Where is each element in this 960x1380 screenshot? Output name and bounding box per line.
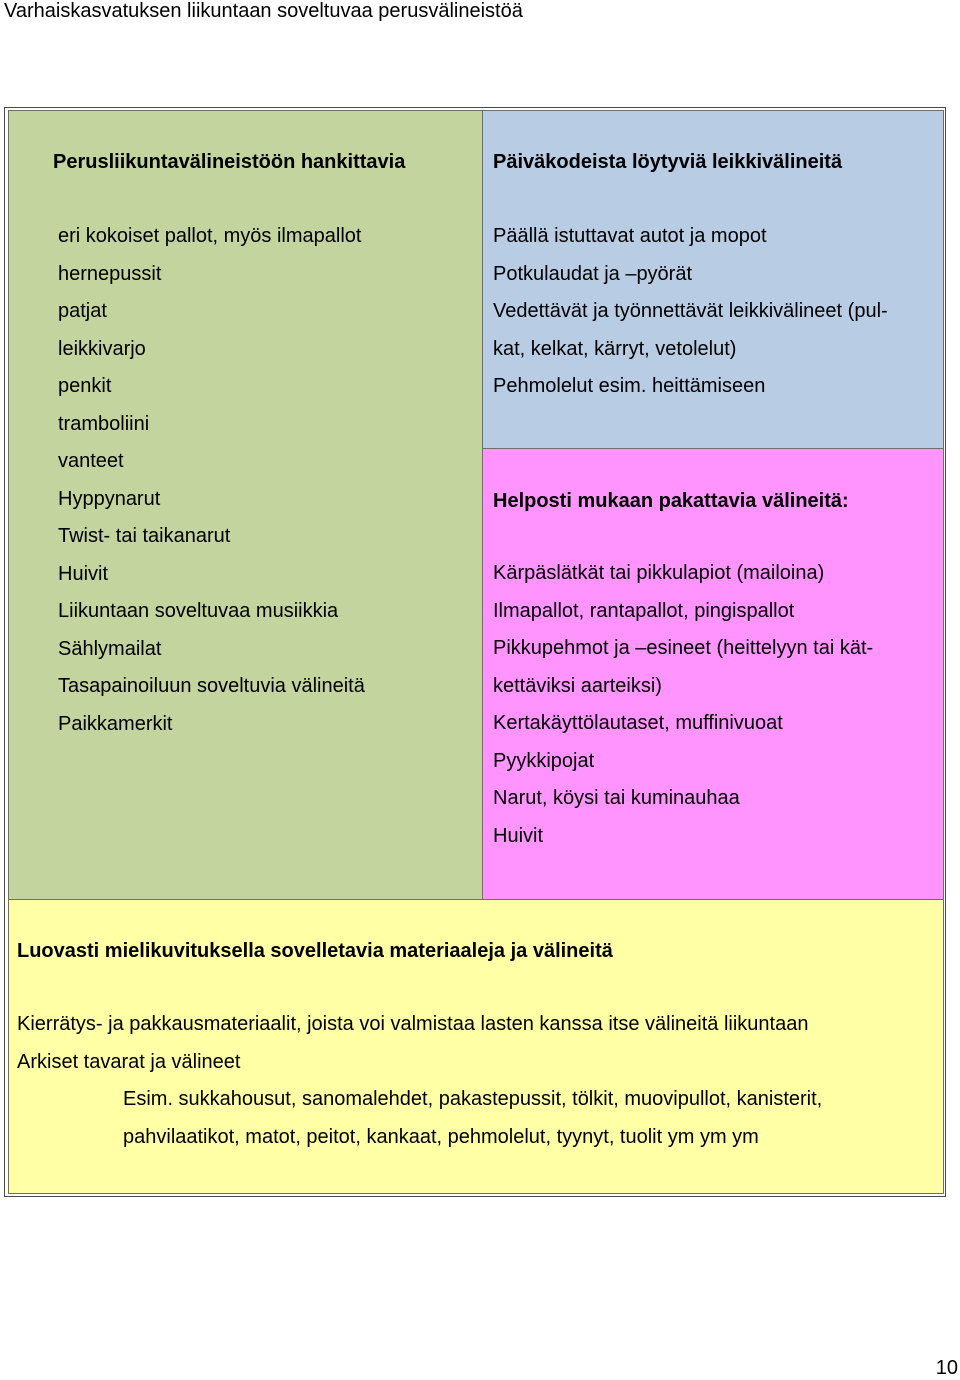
- list-item: leikkivarjo: [58, 337, 146, 360]
- list-item: Päällä istuttavat autot ja mopot: [493, 225, 767, 247]
- list-item: penkit: [58, 375, 112, 397]
- list-item: tramboliini: [58, 412, 150, 435]
- basic-equipment-heading: Perusliikuntavälineistöön hankittavia: [53, 151, 406, 173]
- daycare-toys-heading: Päiväkodeista löytyviä leikkivälineitä: [493, 151, 843, 173]
- list-item: Huivit: [58, 562, 109, 585]
- list-item: Tasapainoiluun soveltuvia välineitä: [58, 675, 365, 697]
- list-item: eri kokoiset pallot, myös ilmapallot: [58, 225, 362, 247]
- creative-materials-heading: Luovasti mielikuvituksella sovelletavia materiaaleja ja välineitä: [17, 940, 613, 962]
- list-item: Hyppynarut: [58, 487, 161, 510]
- list-item: patjat: [58, 300, 107, 322]
- list-item: hernepussit: [58, 262, 162, 285]
- portable-equipment-heading: Helposti mukaan pakattavia välineitä:: [493, 490, 849, 512]
- list-item: Kärpäslätkät tai pikkulapiot (mailoina): [493, 562, 825, 584]
- list-item: Twist- tai taikanarut: [58, 525, 231, 547]
- list-item: Liikuntaan soveltuvaa musiikkia: [58, 600, 339, 622]
- list-item: Pyykkipojat: [493, 749, 595, 772]
- creative-materials-list: [17, 1006, 808, 1081]
- list-item: Huivit: [493, 824, 544, 847]
- list-item: Kertakäyttölautaset, muffinivuoat: [493, 712, 783, 734]
- page-title: Varhaiskasvatuksen liikuntaan soveltuvaa perusvälineistöä: [4, 0, 523, 22]
- list-item: Paikkamerkit: [58, 712, 173, 735]
- list-item: Ilmapallot, rantapallot, pingispallot: [493, 599, 795, 622]
- list-item: kettäviksi aarteiksi): [493, 674, 662, 697]
- list-item: Potkulaudat ja –pyörät: [493, 262, 693, 285]
- examples-list: [123, 1081, 822, 1156]
- list-item: Pehmolelut esim. heittämiseen: [493, 375, 766, 397]
- list-item: Pikkupehmot ja –esineet (heittelyyn tai kät-: [493, 637, 874, 659]
- list-item: Arkiset tavarat ja välineet: [17, 1050, 241, 1073]
- example-line: Esim. sukkahousut, sanomalehdet, pakastepussit, tölkit, muovipullot, kanisterit,: [123, 1088, 823, 1110]
- list-item: Narut, köysi tai kuminauhaa: [493, 787, 740, 809]
- list-item: kat, kelkat, kärryt, vetolelut): [493, 337, 737, 360]
- list-item: vanteet: [58, 450, 124, 472]
- example-line: pahvilaatikot, matot, peitot, kankaat, pehmolelut, tyynyt, tuolit ym ym ym: [123, 1125, 759, 1148]
- list-item: Kierrätys- ja pakkausmateriaalit, joista voi valmistaa lasten kanssa itse välineitä liikuntaan: [17, 1013, 809, 1035]
- list-item: Sählymailat: [58, 637, 162, 660]
- page-number: 10: [935, 1357, 958, 1379]
- portable-equipment-list: [493, 555, 873, 855]
- list-item: Vedettävät ja työnnettävät leikkivälineet (pul-: [493, 300, 888, 322]
- basic-equipment-list: [58, 218, 365, 743]
- daycare-toys-list: [493, 218, 888, 406]
